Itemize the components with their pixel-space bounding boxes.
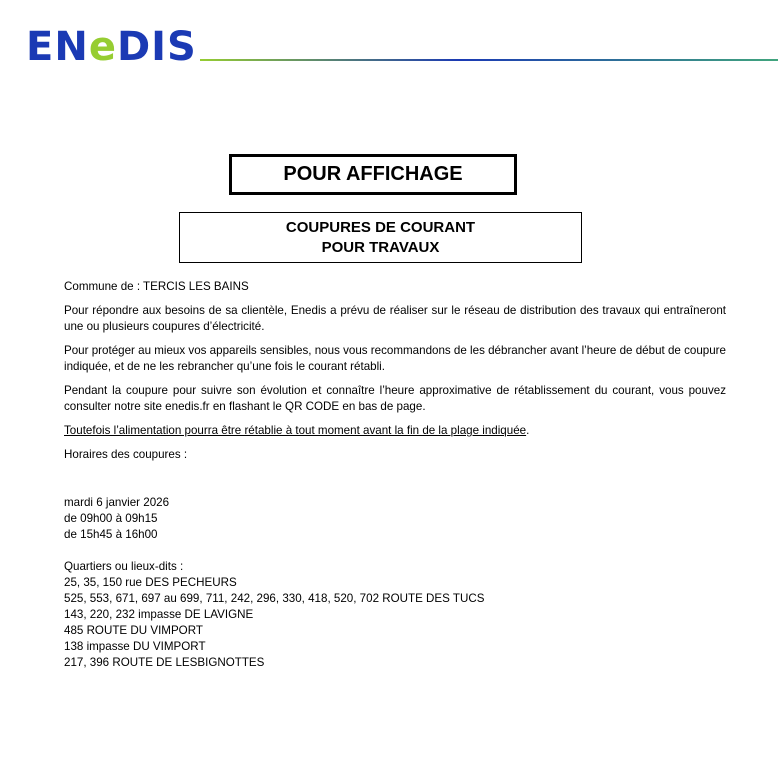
quartier-item: 143, 220, 232 impasse DE LAVIGNE — [64, 608, 254, 621]
notice-line — [64, 423, 726, 439]
paragraph-2: Pour protéger au mieux vos appareils sensibles, nous vous recommandons de les débrancher avant l’heure de début de coupure indiquée, et de ne les rebrancher qu’une fois le courant rétabli. — [64, 344, 726, 373]
paragraph-3: Pendant la coupure pour suivre son évolution et connaître l’heure approximative de rétablissement du courant, vous pouvez consulter notre site enedis.fr en flashant le QR CODE en bas de page. — [64, 384, 726, 413]
header-divider-line — [200, 59, 778, 61]
notice-end: . — [526, 424, 530, 437]
subtitle-box — [179, 212, 582, 263]
quartiers-label: Quartiers ou lieux-dits : — [64, 560, 184, 573]
quartier-item: 138 impasse DU VIMPORT — [64, 640, 206, 653]
paragraph-1: Pour répondre aux besoins de sa clientèle, Enedis a prévu de réaliser sur le réseau de distribution des travaux qui entraîneront une ou plusieurs coupures d’électricité. — [64, 304, 726, 333]
schedule-block — [64, 495, 726, 543]
logo-part-1: EN — [26, 24, 89, 70]
quartier-item: 217, 396 ROUTE DE LESBIGNOTTES — [64, 656, 265, 669]
notice-underlined: Toutefois l’alimentation pourra être rétablie à tout moment avant la fin de la plage indiquée — [64, 424, 527, 437]
quartier-item: 525, 553, 671, 697 au 699, 711, 242, 296, 330, 418, 520, 702 ROUTE DES TUCS — [64, 592, 485, 605]
title-text: POUR AFFICHAGE — [283, 163, 463, 185]
logo-part-3: DIS — [116, 24, 197, 70]
schedule-slot: de 09h00 à 09h15 — [64, 512, 158, 525]
quartier-item: 485 ROUTE DU VIMPORT — [64, 624, 203, 637]
subtitle-line-1: COUPURES DE COURANT — [285, 218, 476, 236]
commune-line: Commune de : TERCIS LES BAINS — [64, 280, 249, 293]
enedis-logo — [26, 24, 197, 70]
quartier-item: 25, 35, 150 rue DES PECHEURS — [64, 576, 237, 589]
horaires-label: Horaires des coupures : — [64, 448, 188, 461]
schedule-slot: de 15h45 à 16h00 — [64, 528, 158, 541]
quartiers-block — [64, 559, 726, 671]
notice-content — [64, 279, 726, 671]
logo-part-2: e — [88, 24, 117, 70]
title-box — [229, 154, 517, 195]
subtitle-line-2: POUR TRAVAUX — [321, 238, 440, 256]
schedule-date: mardi 6 janvier 2026 — [64, 496, 170, 509]
